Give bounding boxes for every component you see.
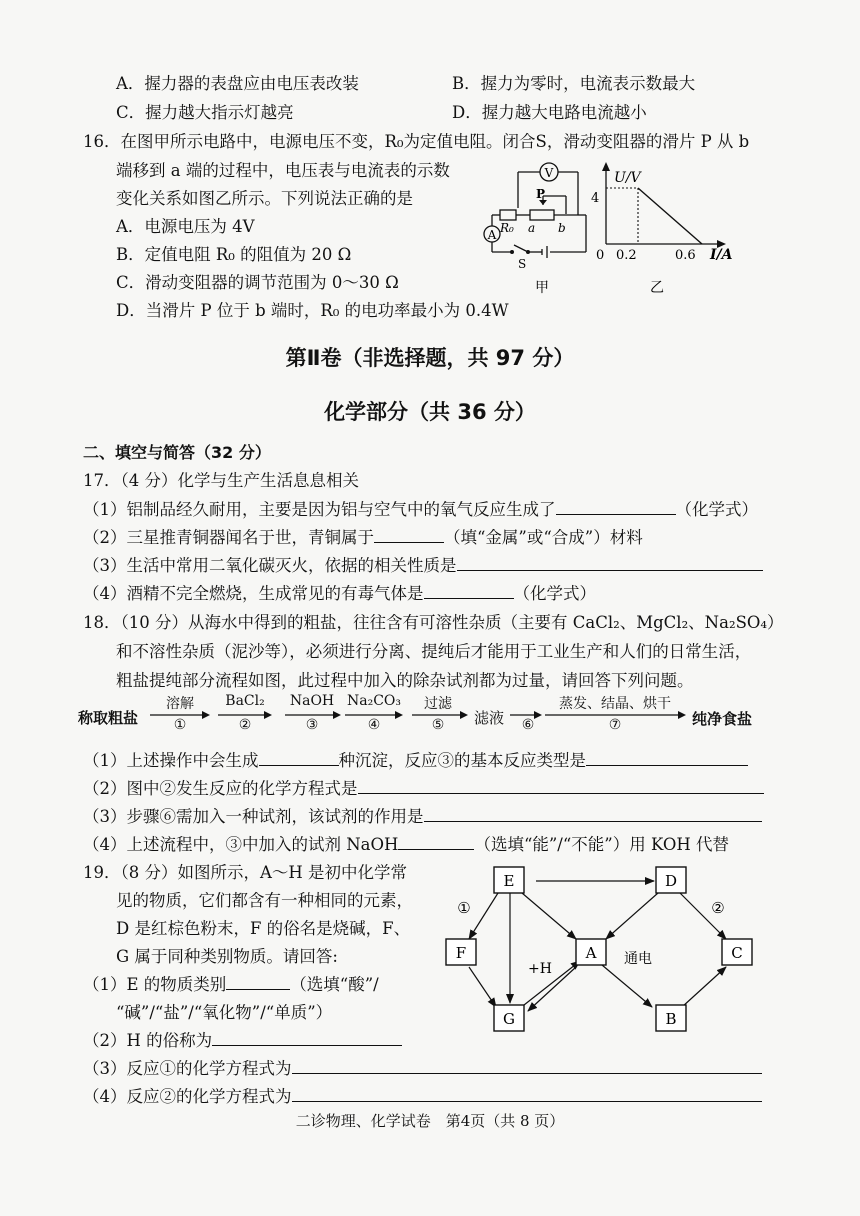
node-a: A — [585, 944, 597, 962]
flow-filtrate: 滤液 — [474, 709, 505, 727]
q19-part2: （2）H 的俗称为 — [83, 1027, 402, 1051]
q17-part1: （1）铝制品经久耐用，主要是因为铝与空气中的氧气反应生成了 （化学式） — [83, 500, 758, 519]
node-b: B — [665, 1010, 677, 1028]
step4-reagent: Na₂CO₃ — [346, 693, 401, 709]
answer-blank[interactable] — [398, 835, 474, 850]
switch-label-s: S — [518, 257, 527, 271]
q17-part2: （2）三星推青铜器闻名于世，青铜属于 （填“金属”或“合成”）材料 — [83, 528, 643, 547]
q19-part3: （3）反应①的化学方程式为 — [83, 1055, 762, 1079]
step5-number: ⑤ — [431, 717, 445, 733]
q18-stem-line1: 18．（10 分）从海水中得到的粗盐，往往含有可溶性杂质（主要有 CaCl₂、MgCl₂、Na₂SO₄） — [83, 613, 784, 632]
graph-ytick-4: 4 — [591, 191, 600, 206]
q19-stem-line2: 见的物质，它们都含有一种相同的元素， — [116, 891, 413, 910]
q16-stem-line1: 16．在图甲所示电路中，电源电压不变，R₀为定值电阻。闭合S，滑动变阻器的滑片 P 从 b — [83, 132, 750, 151]
q19-stem-line4: G 属于同种类别物质。请回答: — [116, 947, 338, 966]
answer-blank[interactable] — [374, 528, 444, 543]
answer-blank[interactable] — [259, 751, 339, 766]
answer-blank[interactable] — [556, 500, 676, 515]
ui-graph — [588, 158, 748, 298]
step6-number: ⑥ — [521, 717, 535, 733]
step7-number: ⑦ — [608, 717, 622, 733]
step2-number: ② — [238, 717, 252, 733]
q15-option-c: C．握力越大指示灯越亮 — [116, 103, 294, 122]
part2-title: 第Ⅱ卷（非选择题，共 97 分） — [285, 346, 575, 370]
node-e: E — [503, 872, 515, 890]
q18-stem-line3: 粗盐提纯部分流程如图，此过程中加入的除杂试剂都为过量，请回答下列问题。 — [116, 671, 694, 690]
section-heading: 二、填空与简答（32 分） — [83, 443, 271, 462]
substance-relation-diagram — [430, 855, 780, 1045]
graph-xtick-0.6: 0.6 — [675, 248, 696, 263]
q15-option-a: A．握力器的表盘应由电压表改装 — [116, 74, 359, 93]
ammeter-symbol: A — [487, 228, 497, 242]
step3-number: ③ — [305, 717, 319, 733]
step3-reagent: NaOH — [289, 693, 335, 709]
u-i-line — [638, 188, 702, 244]
graph-xtick-0.2: 0.2 — [616, 248, 637, 263]
voltmeter-symbol: V — [544, 166, 554, 180]
resistor-label-r0: R₀ — [500, 221, 514, 235]
q17-part4: （4）酒精不完全燃烧，生成常见的有毒气体是 （化学式） — [83, 584, 596, 603]
answer-blank[interactable] — [457, 556, 763, 571]
q17-stem: 17．（4 分）化学与生产生活息息相关 — [83, 471, 359, 490]
graph-origin: 0 — [596, 248, 605, 263]
answer-blank[interactable] — [226, 975, 290, 990]
q19-part1-cont: “碱”/“盐”/“氧化物”/“单质”） — [116, 1003, 333, 1022]
step4-number: ④ — [367, 717, 381, 733]
node-g: G — [503, 1010, 515, 1028]
answer-blank[interactable] — [292, 1087, 762, 1102]
circuit-caption: 甲 — [535, 280, 549, 296]
step1-number: ① — [173, 717, 187, 733]
q16-stem-line2: 端移到 a 端的过程中，电压表与电流表的示数 — [116, 161, 450, 180]
answer-blank[interactable] — [586, 751, 748, 766]
q19-part4: （4）反应②的化学方程式为 — [83, 1083, 762, 1107]
answer-blank[interactable] — [424, 807, 762, 822]
q19-stem-line3: D 是红棕色粉末，F 的俗名是烧碱，F、 — [116, 919, 411, 938]
answer-blank[interactable] — [292, 1059, 762, 1074]
q19-part1: （1）E 的物质类别 （选填“酸”/ — [83, 975, 379, 994]
q19-stem-line1: 19．（8 分）如图所示，A～H 是初中化学常 — [83, 863, 408, 882]
terminal-label-a: a — [528, 221, 536, 235]
q17-part3: （3）生活中常用二氧化碳灭火，依据的相关性质是 — [83, 552, 763, 576]
q18-part1: （1）上述操作中会生成 种沉淀，反应③的基本反应类型是 — [83, 747, 748, 771]
answer-blank[interactable] — [424, 584, 514, 599]
step1-label: 溶解 — [166, 696, 194, 712]
graph-xlabel: I/A — [710, 247, 733, 263]
circuit-diagram — [478, 150, 603, 300]
q16-option-d: D．当滑片 P 位于 b 端时，R₀ 的电功率最小为 0.4W — [116, 301, 509, 320]
q16-option-b: B．定值电阻 R₀ 的阻值为 20 Ω — [116, 245, 352, 264]
node-c: C — [731, 944, 743, 962]
terminal-label-b: b — [558, 221, 566, 235]
q15-option-d: D．握力越大电路电流越小 — [452, 103, 647, 122]
step5-label: 过滤 — [424, 696, 452, 712]
node-d: D — [664, 872, 678, 890]
q18-part3: （3）步骤⑥需加入一种试剂，该试剂的作用是 — [83, 803, 762, 827]
graph-caption: 乙 — [650, 280, 664, 296]
chemistry-title: 化学部分（共 36 分） — [324, 400, 536, 424]
q16-option-c: C．滑动变阻器的调节范围为 0～30 Ω — [116, 273, 399, 292]
answer-blank[interactable] — [212, 1031, 402, 1046]
step2-reagent: BaCl₂ — [225, 693, 265, 709]
slider-label-p: P — [536, 187, 546, 201]
plus-h-label: +H — [528, 961, 552, 977]
answer-blank[interactable] — [358, 779, 764, 794]
q18-part4: （4）上述流程中，③中加入的试剂 NaOH （选填“能”/“不能”）用 KOH 代替 — [83, 835, 730, 854]
reaction-2-label: ② — [711, 899, 725, 917]
q18-part2: （2）图中②发生反应的化学方程式是 — [83, 775, 764, 799]
graph-ylabel: U/V — [614, 170, 641, 186]
step7-label: 蒸发、结晶、烘干 — [559, 696, 671, 712]
page-footer: 二诊物理、化学试卷 第4页（共 8 页） — [295, 1112, 565, 1130]
electrolysis-label: 通电 — [624, 951, 652, 967]
q16-stem-line3: 变化关系如图乙所示。下列说法正确的是 — [116, 189, 413, 208]
q16-option-a: A．电源电压为 4V — [116, 217, 255, 236]
q15-option-b: B．握力为零时，电流表示数最大 — [452, 74, 696, 93]
q18-stem-line2: 和不溶性杂质（泥沙等），必须进行分离、提纯后才能用于工业生产和人们的日常生活， — [116, 642, 752, 661]
flow-end: 纯净食盐 — [692, 710, 753, 728]
flow-start: 称取粗盐 — [78, 709, 139, 727]
reaction-1-label: ① — [457, 899, 471, 917]
node-f: F — [455, 944, 467, 962]
